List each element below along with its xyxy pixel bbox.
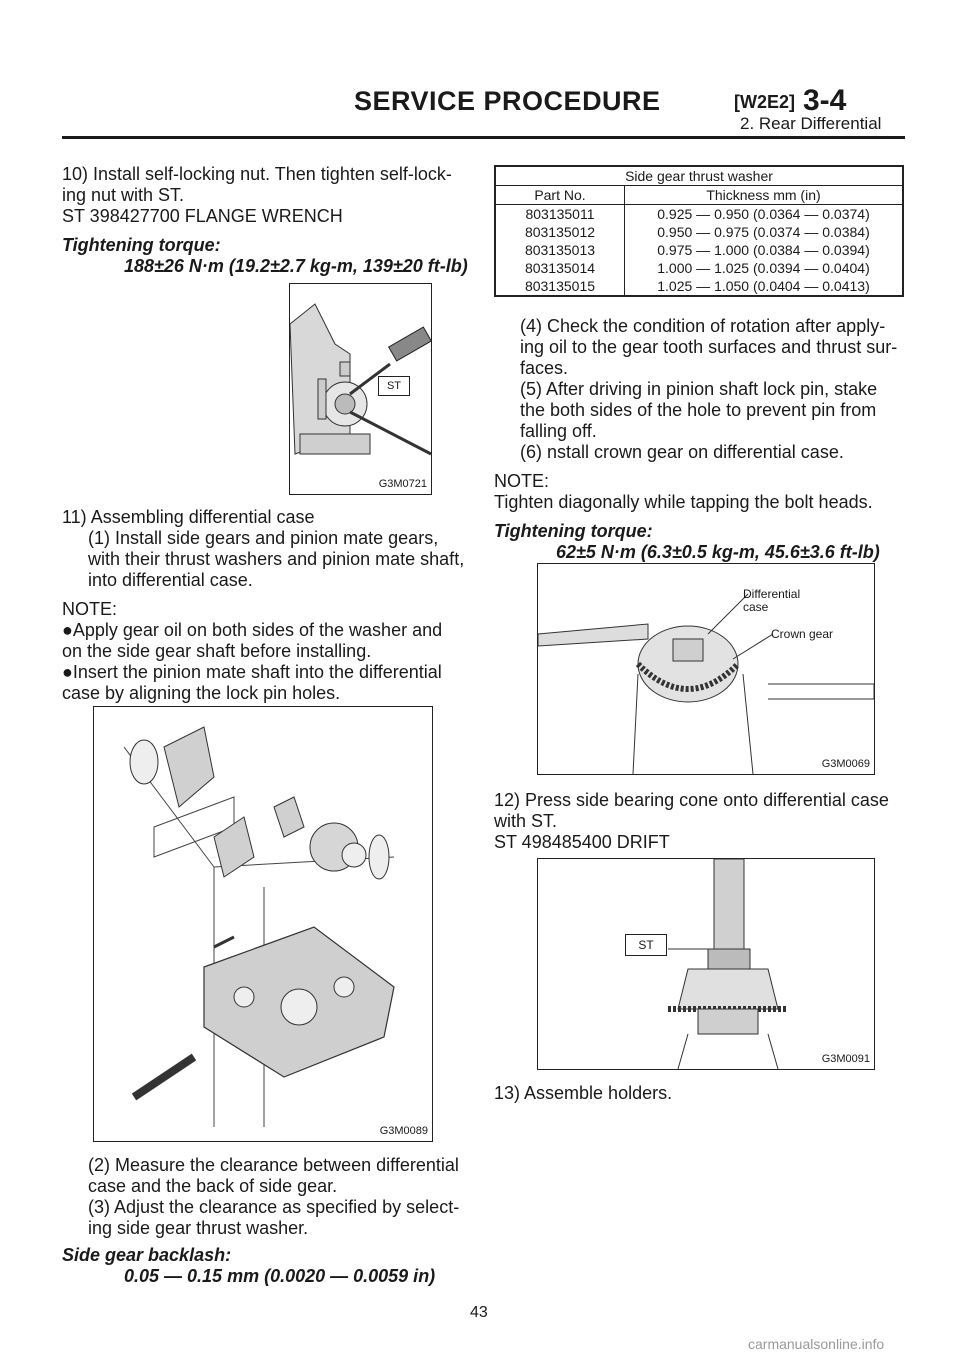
figure-differential-exploded (93, 706, 433, 1142)
exploded-differential-illustration (94, 707, 432, 1141)
left-column-bottom (62, 1155, 472, 1287)
table-row (495, 259, 903, 277)
table-row (495, 205, 903, 224)
thickness: 0.925 — 0.950 (0.0364 — 0.0374) (657, 206, 870, 222)
section-number: 3-4 (803, 84, 847, 117)
step-11-2: case and the back of side gear. (88, 1176, 338, 1196)
thickness: 0.975 — 1.000 (0.0384 — 0.0394) (657, 242, 870, 258)
part-number: 803135011 (495, 205, 625, 224)
thickness: 1.000 — 1.025 (0.0394 — 0.0404) (657, 260, 870, 276)
header-rule (62, 136, 905, 139)
drift-press-illustration (538, 859, 874, 1069)
table-header: Part No. (495, 186, 625, 205)
table-header: Thickness mm (in) (625, 186, 904, 205)
right-column-middle (494, 790, 906, 853)
callout-differential-case (743, 588, 800, 614)
step-10-line: ing nut with ST. (62, 185, 185, 205)
note-bullet: case by aligning the lock pin holes. (62, 683, 341, 703)
table-row (495, 277, 903, 296)
torque-value: 62±5 N·m (6.3±0.5 kg-m, 45.6±3.6 ft-lb) (556, 542, 880, 562)
right-column-bottom (494, 1083, 906, 1104)
step-11-3: (3) Adjust the clearance as specified by select- (88, 1197, 460, 1217)
torque-label: Tightening torque: (494, 521, 653, 541)
step-11: 11) Assembling differential case (62, 507, 315, 527)
page-title: SERVICE PROCEDURE (354, 86, 661, 116)
thickness: 0.950 — 0.975 (0.0374 — 0.0384) (657, 224, 870, 240)
step-11-3: ing side gear thrust washer. (88, 1218, 309, 1238)
left-column-top (62, 164, 472, 277)
step-11-6: (6) nstall crown gear on differential case. (520, 442, 844, 462)
note-bullet: on the side gear shaft before installing. (62, 641, 372, 661)
right-column-top (494, 316, 906, 563)
callout-text: case (743, 600, 769, 614)
step-11-2: (2) Measure the clearance between differential (88, 1155, 459, 1175)
step-11-1: (1) Install side gears and pinion mate gears, (88, 528, 439, 548)
backlash-label: Side gear backlash: (62, 1245, 232, 1265)
note-text: Tighten diagonally while tapping the bolt heads. (494, 492, 873, 512)
figure-flange-wrench (289, 283, 432, 495)
part-number: 803135015 (495, 277, 625, 296)
figure-caption: G3M0721 (378, 478, 427, 490)
step-10-line: 10) Install self-locking nut. Then tighten self-lock- (62, 164, 452, 184)
part-number: 803135014 (495, 259, 625, 277)
step-11-4: faces. (520, 358, 569, 378)
section-subtitle: 2. Rear Differential (740, 114, 882, 133)
thrust-washer-table (494, 165, 904, 297)
figure-crown-gear (537, 563, 875, 775)
part-number: 803135013 (495, 241, 625, 259)
note-label: NOTE: (62, 599, 118, 619)
step-12-st: ST 498485400 DRIFT (494, 832, 670, 852)
step-11-1: with their thrust washers and pinion mate shaft, (88, 549, 465, 569)
table-row (495, 241, 903, 259)
step-12: 12) Press side bearing cone onto differential case (494, 790, 889, 810)
step-11-5: the both sides of the hole to prevent pin from (520, 400, 877, 420)
step-11-4: (4) Check the condition of rotation after apply- (520, 316, 886, 336)
torque-label: Tightening torque: (62, 235, 221, 255)
step-10-st: ST 398427700 FLANGE WRENCH (62, 206, 343, 226)
note-label: NOTE: (494, 471, 550, 491)
part-number: 803135012 (495, 223, 625, 241)
section-code: [W2E2] (734, 92, 796, 112)
thickness: 1.025 — 1.050 (0.0404 — 0.0413) (657, 278, 870, 294)
left-column-middle (62, 507, 472, 704)
callout-crown-gear: Crown gear (771, 627, 834, 641)
step-11-4: ing oil to the gear tooth surfaces and thrust sur- (520, 337, 898, 357)
figure-caption: G3M0089 (379, 1125, 428, 1137)
st-callout: ST (625, 934, 667, 956)
step-11-5: falling off. (520, 421, 597, 441)
figure-caption: G3M0091 (821, 1053, 870, 1065)
step-12: with ST. (494, 811, 558, 831)
step-11-5: (5) After driving in pinion shaft lock pin, stake (520, 379, 878, 399)
torque-value: 188±26 N·m (19.2±2.7 kg-m, 139±20 ft-lb) (124, 256, 468, 276)
callout-text: Differential (743, 587, 801, 601)
figure-caption: G3M0069 (821, 758, 870, 770)
step-11-1: into differential case. (88, 570, 253, 590)
crown-gear-illustration (538, 564, 874, 774)
page-number: 43 (470, 1304, 488, 1321)
backlash-value: 0.05 — 0.15 mm (0.0020 — 0.0059 in) (124, 1266, 436, 1286)
step-13: 13) Assemble holders. (494, 1083, 673, 1103)
st-callout: ST (378, 376, 410, 396)
note-bullet: ●Insert the pinion mate shaft into the differential (62, 662, 442, 682)
note-bullet: ●Apply gear oil on both sides of the washer and (62, 620, 443, 640)
table-row (495, 223, 903, 241)
watermark: carmanualsonline.info (748, 1336, 885, 1352)
figure-drift (537, 858, 875, 1070)
table-title: Side gear thrust washer (495, 166, 903, 186)
